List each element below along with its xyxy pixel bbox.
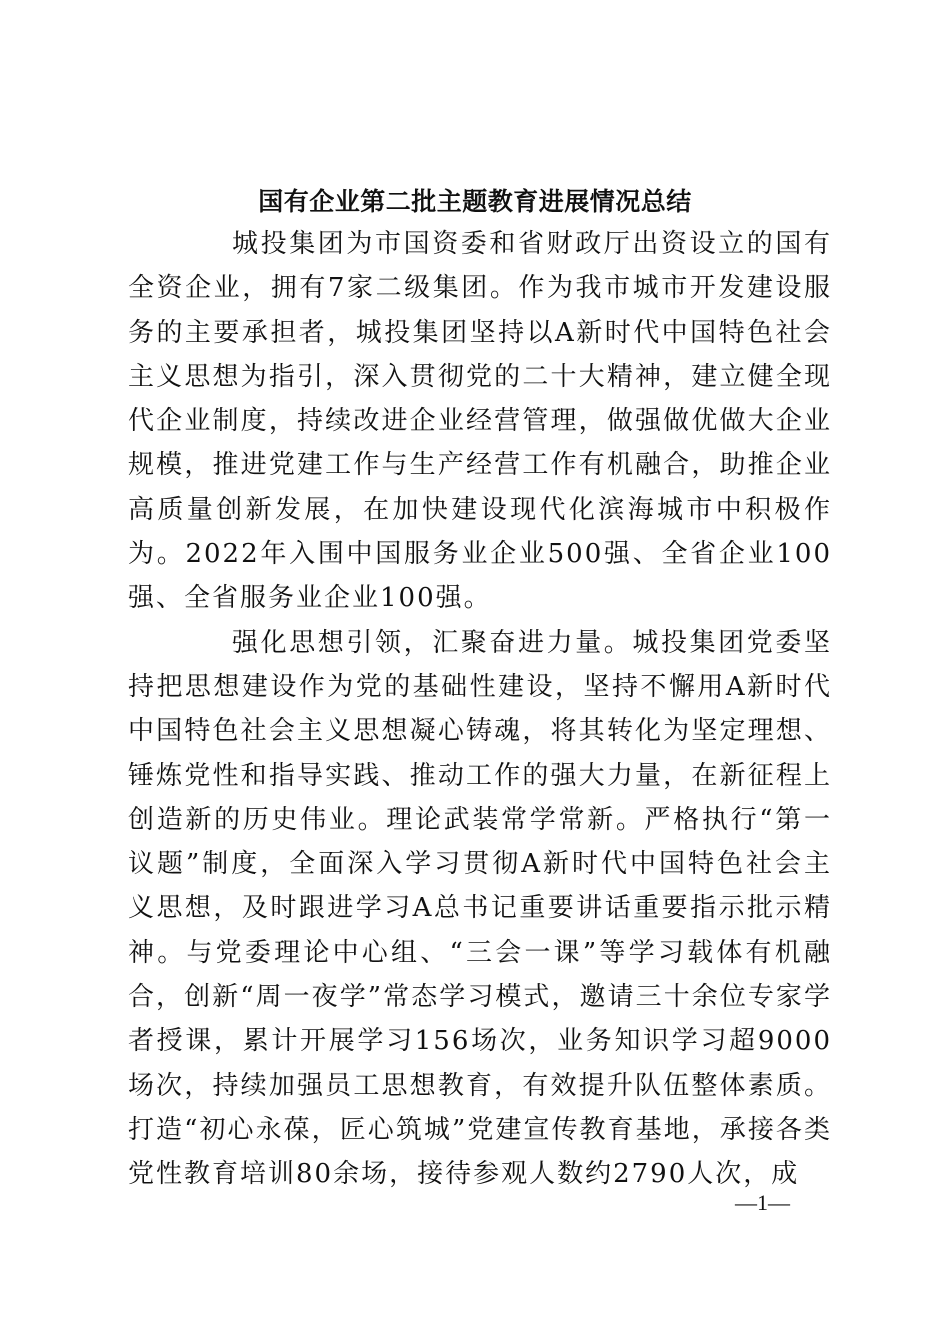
paragraph-ideological-guidance: 强化思想引领，汇聚奋进力量。城投集团党委坚持把思想建设作为党的基础性建设，坚持不懈用A新时代中国特色社会主义思想凝心铸魂，将其转化为坚定理想、锤炼党性和指导实践、推动工作的强大力量，在新征程上创造新的历史伟业。理论武装常学常新。严格执行“第一议题”制度，全面深入学习贯彻A新时代中国特色社会主义思想，及时跟进学习A总书记重要讲话重要指示批示精神。与党委理论中心组、“三会一课”等学习载体有机融合，创新“周一夜学”常态学习模式，邀请三十余位专家学者授课，累计开展学习156场次，业务知识学习超9000场次，持续加强员工思想教育，有效提升队伍整体素质。打造“初心永葆，匠心筑城”党建宣传教育基地，承接各类党性教育培训80余场，接待参观人数约2790人次，成 <box>128 627 832 1190</box>
page-number: —1— <box>735 1190 790 1215</box>
paragraph-company-overview: 城投集团为市国资委和省财政厅出资设立的国有全资企业，拥有7家二级集团。作为我市城市开发建设服务的主要承担者，城投集团坚持以A新时代中国特色社会主义思想为指引，深入贯彻党的二十大精神，建立健全现代企业制度，持续改进企业经营管理，做强做优做大企业规模，推进党建工作与生产经营工作有机融合，助推企业高质量创新发展，在加快建设现代化滨海城市中积极作为。2022年入围中国服务业企业500强、全省企业100强、全省服务业企业100强。 <box>128 229 832 614</box>
document-title: 国有企业第二批主题教育进展情况总结 <box>258 187 692 216</box>
document-body <box>128 222 832 1197</box>
